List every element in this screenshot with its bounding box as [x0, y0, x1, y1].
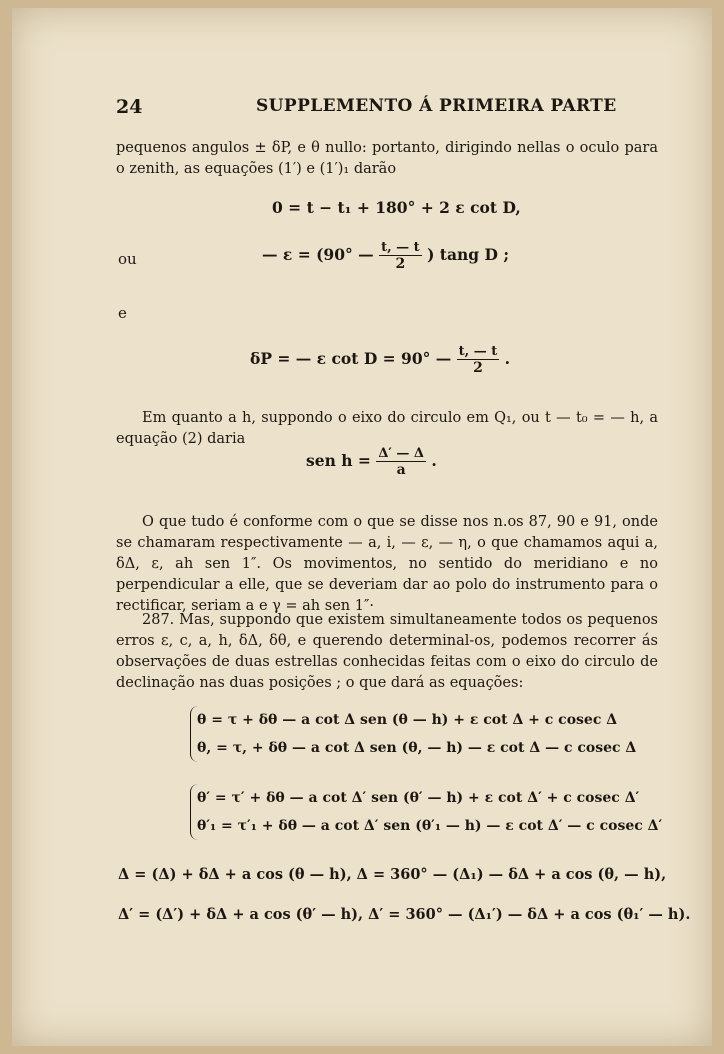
- system-2-line-2: θ′₁ = τ′₁ + δθ — a cot Δ′ sen (θ′₁ — h) — ε cot Δ′ — c cosec Δ′: [197, 818, 663, 834]
- word-ou: ou: [118, 250, 137, 268]
- equation-1: 0 = t − t₁ + 180° + 2 ε cot D,: [272, 198, 521, 217]
- equation-3-rhs: .: [504, 349, 511, 368]
- equation-4-rhs: .: [431, 451, 437, 470]
- equation-delta-2: Δ′ = (Δ′) + δΔ + a cos (θ′ — h), Δ′ = 360° — (Δ₁′) — δΔ + a cos (θ₁′ — h).: [118, 906, 691, 923]
- equation-3: [250, 344, 510, 376]
- equation-2-lhs: — ε = (90° —: [262, 245, 374, 264]
- equation-3-denominator: 2: [457, 359, 500, 376]
- word-e: e: [118, 304, 127, 322]
- equation-2-rhs: ) tang D ;: [427, 245, 510, 264]
- equation-3-numerator: t, — t: [458, 344, 498, 359]
- paragraph-4: 287. Mas, suppondo que existem simultaneamente todos os pequenos erros ε, c, a, h, δΔ, δθ, e querendo determinal-os, podemos recorrer ás observações de duas estrellas conhecidas feitas com o eixo do circulo de declinação nas duas posições ; o que dará as equações:: [116, 612, 658, 691]
- paragraph-2: Em quanto a h, suppondo o eixo do circulo em Q₁, ou t — t₀ = — h, a equação (2) daria: [116, 410, 658, 447]
- equation-4: [306, 446, 437, 478]
- system-2-line-1: θ′ = τ′ + δθ — a cot Δ′ sen (θ′ — h) + ε cot Δ′ + c cosec Δ′: [197, 790, 640, 806]
- equation-system-2: [190, 784, 662, 840]
- equation-3-lhs: δP = — ε cot D = 90° —: [250, 349, 452, 368]
- equation-4-lhs: sen h =: [306, 451, 371, 470]
- system-1-line-2: θ, = τ, + δθ — a cot Δ sen (θ, — h) — ε cot Δ — c cosec Δ: [197, 740, 637, 756]
- page-header: [116, 96, 656, 120]
- equation-delta-1: Δ = (Δ) + δΔ + a cos (θ — h), Δ = 360° — (Δ₁) — δΔ + a cos (θ, — h),: [118, 866, 667, 883]
- equation-2-denominator: 2: [379, 255, 422, 272]
- running-title: SUPPLEMENTO Á PRIMEIRA PARTE: [256, 96, 617, 116]
- equation-system-1: [190, 706, 636, 762]
- equation-4-numerator: Δ′ — Δ: [378, 446, 424, 461]
- system-1-line-1: θ = τ + δθ — a cot Δ sen (θ — h) + ε cot Δ + c cosec Δ: [197, 712, 618, 728]
- paragraph-1: pequenos angulos ± δP, e θ nullo: portanto, dirigindo nellas o oculo para o zenith, as equações (1′) e (1′)₁ darão: [116, 140, 658, 177]
- equation-4-denominator: a: [376, 461, 426, 478]
- page-number: 24: [116, 96, 143, 118]
- equation-2-numerator: t, — t: [381, 240, 420, 255]
- paragraph-3: O que tudo é conforme com o que se disse nos n.os 87, 90 e 91, onde se chamaram respectivamente — a, i, — ε, — η, o que chamamos aqui a, δΔ, ε, ah sen 1″. Os movimentos, no sentido do meridiano e no perpendicular a elle, que se deveriam dar ao polo do instrumento para o rectificar, seriam a e γ = ah sen 1″·: [116, 514, 658, 614]
- equation-2: [262, 240, 509, 272]
